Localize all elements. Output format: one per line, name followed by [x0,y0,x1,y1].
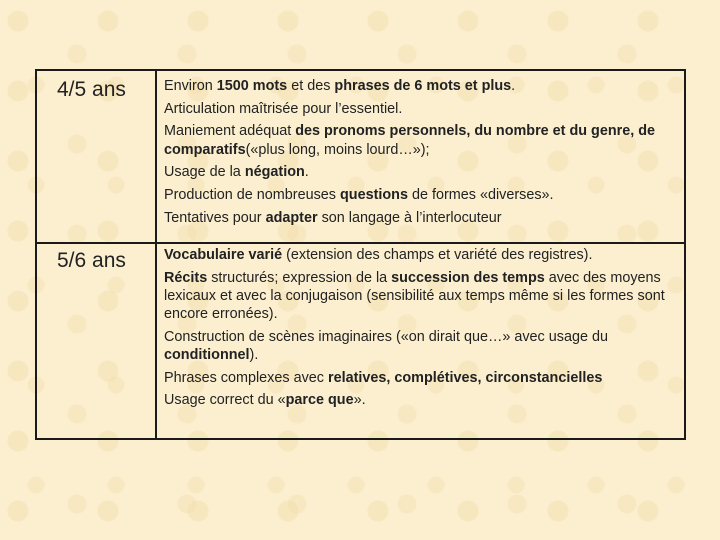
emphasized-text: Récits [164,269,208,286]
emphasized-text: relatives, complétives, circonstancielles [327,369,603,386]
emphasized-text: parce que [285,392,354,409]
table-row-5-6-ans [37,242,684,438]
description-line [164,209,676,227]
text-segment: . [304,164,309,181]
description-cell [164,246,676,414]
description-line [164,163,676,181]
text-segment: Usage correct du « [164,392,286,409]
text-segment: Articulation maîtrisée pour l’essentiel. [164,100,403,117]
age-label: 4/5 ans [37,71,157,242]
age-label: 5/6 ans [37,242,157,438]
description-line [164,77,676,95]
text-segment: son langage à l’interlocuteur [317,209,502,226]
description-line [164,391,676,409]
text-segment: (extension des champs et variété des registres). [282,247,593,263]
text-segment: avec des moyens lexicaux et avec la conjugaison (sensibilité aux temps même si les formes sont encore erronées). [164,269,665,323]
text-segment: ». [353,392,366,409]
description-line [164,100,676,118]
emphasized-text: conditionnel [164,347,250,364]
description-line [164,269,676,324]
text-segment: ). [249,347,259,364]
description-line [164,186,676,204]
emphasized-text: succession des temps [391,269,545,286]
description-line [164,369,676,387]
description-line [164,328,676,364]
emphasized-text: Vocabulaire varié [164,247,283,263]
text-segment: («plus long, moins lourd…»); [245,141,430,158]
text-segment: structurés; expression de la [207,269,392,286]
language-development-table [35,69,686,440]
emphasized-text: 1500 mots [216,78,288,94]
table-row-4-5-ans [37,71,684,244]
description-cell [164,77,676,231]
emphasized-text: questions [340,187,408,204]
text-segment: et des [287,78,335,94]
emphasized-text: des pronoms personnels, du nombre et du genre, de comparatifs [164,123,656,158]
emphasized-text: phrases de 6 mots et plus [334,78,512,94]
text-segment: Maniement adéquat [164,123,296,140]
text-segment: Tentatives pour [164,209,266,226]
text-segment: de formes «diverses». [407,187,554,204]
description-line [164,122,676,158]
emphasized-text: adapter [265,209,318,226]
text-segment: Production de nombreuses [164,187,340,204]
text-segment: . [511,78,516,94]
text-segment: Construction de scènes imaginaires («on dirait que…» avec usage du [164,328,608,345]
text-segment: Phrases complexes avec [164,369,328,386]
text-segment: Usage de la [164,164,245,181]
text-segment: Environ [164,78,217,94]
emphasized-text: négation [244,164,305,181]
description-line [164,246,676,264]
